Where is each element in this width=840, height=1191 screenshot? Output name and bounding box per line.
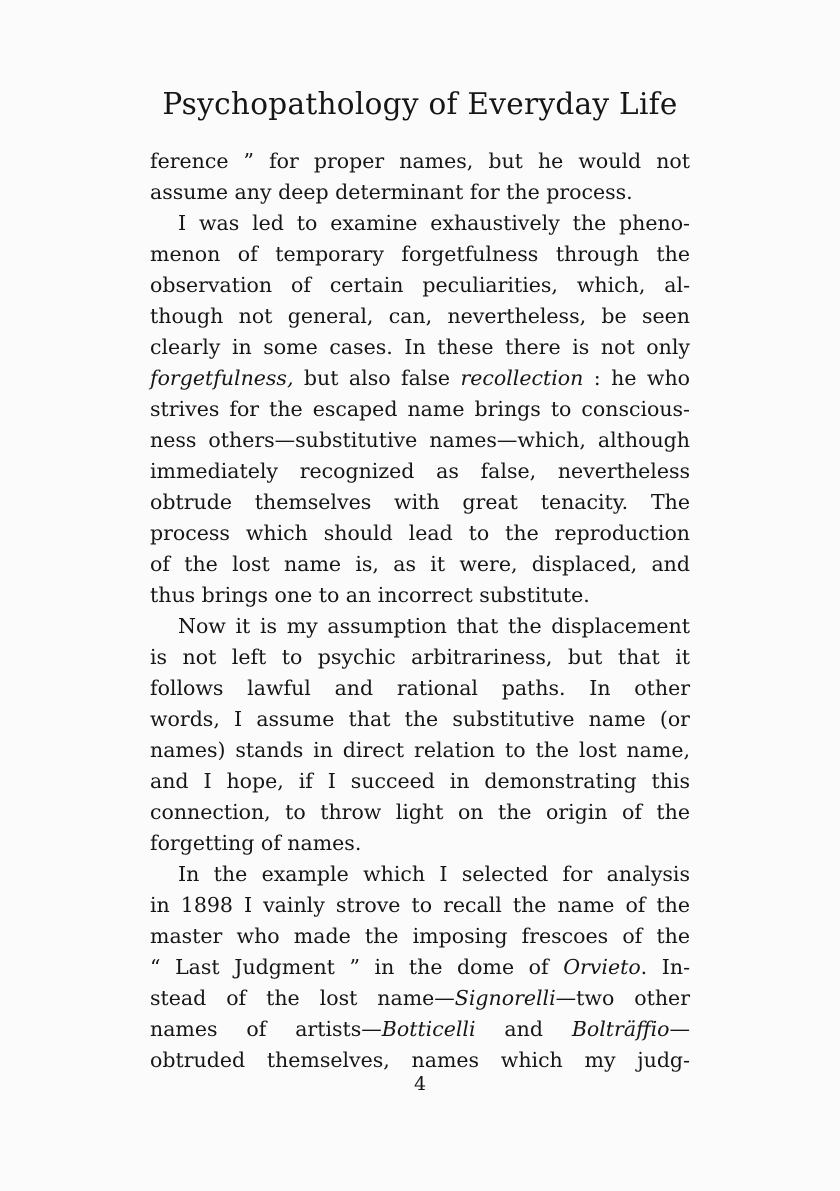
- paragraph-1: [150, 146, 690, 208]
- running-head: Psychopathology of Everyday Life: [162, 87, 678, 121]
- italic-text: recollection: [460, 366, 584, 390]
- text-line: follows lawful and rational paths. In other: [150, 676, 690, 700]
- text-line: observation of certain peculiarities, which, al-: [150, 273, 690, 297]
- text-run: —: [669, 1017, 690, 1041]
- text-line: strives for the escaped name brings to conscious-: [150, 397, 690, 421]
- text-line: I was led to examine exhaustively the pheno-: [178, 211, 690, 235]
- text-line: words, I assume that the substitutive name (or: [150, 707, 690, 731]
- paragraph-2: [150, 208, 690, 611]
- italic-text: Bolträffio: [571, 1017, 670, 1041]
- text-line: master who made the imposing frescoes of the: [150, 924, 690, 948]
- text-line: menon of temporary forgetfulness through the: [150, 242, 690, 266]
- text-line: ness others—substitutive names—which, although: [150, 428, 690, 452]
- text-run: stead of the lost name—: [150, 986, 455, 1010]
- italic-text: forgetfulness,: [150, 366, 294, 390]
- text-line: clearly in some cases. In these there is not only: [150, 335, 690, 359]
- italic-text: Botticelli: [381, 1017, 476, 1041]
- text-run: : he who: [583, 366, 690, 390]
- text-line: though not general, can, nevertheless, be seen: [150, 304, 690, 328]
- text-line: [150, 983, 690, 1014]
- text-line: obtruded themselves, names which my judg-: [150, 1048, 690, 1072]
- text-line: is not left to psychic arbitrariness, but that it: [150, 645, 690, 669]
- text-run: and: [475, 1017, 572, 1041]
- text-line: thus brings one to an incorrect substitute.: [150, 583, 590, 607]
- text-line: connection, to throw light on the origin of the: [150, 800, 690, 824]
- text-line: In the example which I selected for analysis: [178, 862, 690, 886]
- paragraph-3: [150, 611, 690, 859]
- text-run: “ Last Judgment ” in the dome of: [150, 955, 564, 979]
- text-line: [150, 363, 690, 394]
- text-run: but also false: [293, 366, 461, 390]
- paragraph-4: [150, 859, 690, 1076]
- text-line: [150, 1014, 690, 1045]
- text-line: in 1898 I vainly strove to recall the name of the: [150, 893, 690, 917]
- text-line: and I hope, if I succeed in demonstrating this: [150, 769, 690, 793]
- body-text: [150, 146, 690, 1076]
- text-line: of the lost name is, as it were, displaced, and: [150, 552, 690, 576]
- text-line: immediately recognized as false, nevertheless: [150, 459, 690, 483]
- text-line: assume any deep determinant for the process.: [150, 180, 633, 204]
- text-line: Now it is my assumption that the displacement: [178, 614, 690, 638]
- text-line: [150, 952, 690, 983]
- text-run: . In-: [640, 955, 690, 979]
- text-line: obtrude themselves with great tenacity. The: [150, 490, 690, 514]
- italic-text: Signorelli: [454, 986, 556, 1010]
- text-line: forgetting of names.: [150, 831, 362, 855]
- page-number: 4: [413, 1073, 427, 1095]
- text-run: —two other: [555, 986, 690, 1010]
- italic-text: Orvieto: [563, 955, 641, 979]
- text-line: names) stands in direct relation to the lost name,: [150, 738, 690, 762]
- text-line: ference ” for proper names, but he would not: [150, 149, 690, 173]
- text-run: names of artists—: [150, 1017, 382, 1041]
- text-line: process which should lead to the reproduction: [150, 521, 690, 545]
